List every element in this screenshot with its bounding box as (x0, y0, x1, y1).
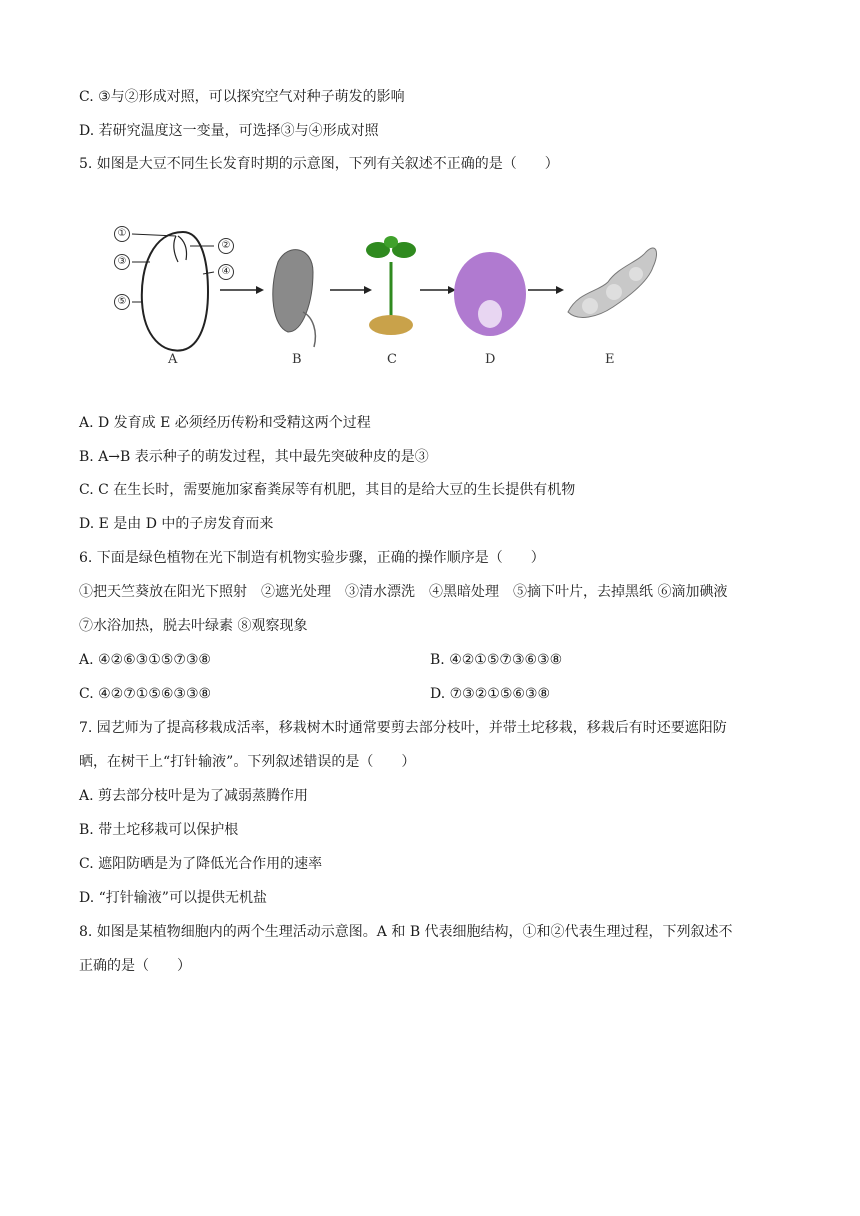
marker-3: ③ (114, 254, 130, 270)
stage-label-e: E (605, 352, 615, 367)
question-8-line1: 8. 如图是某植物细胞内的两个生理活动示意图。A 和 B 代表细胞结构，①和②代表生理过程，下列叙述不 (79, 924, 733, 940)
q7-option-c: C. 遮阳防晒是为了降低光合作用的速率 (79, 856, 323, 872)
q5-option-d: D. E 是由 D 中的子房发育而来 (79, 516, 274, 532)
q6-steps-1: ①把天竺葵放在阳光下照射 ②遮光处理 ③清水漂洗 ④黑暗处理 ⑤摘下叶片，去掉黑纸 ⑥滴加碘液 (79, 584, 728, 600)
stage-label-b: B (292, 352, 302, 367)
soybean-pod (568, 248, 657, 317)
q6-option-b: B. ④②①⑤⑦③⑥③⑧ (430, 652, 563, 668)
question-8-line2: 正确的是（ ） (79, 958, 191, 974)
germinating-seed (273, 250, 313, 332)
q7-option-a: A. 剪去部分枝叶是为了减弱蒸腾作用 (79, 788, 309, 804)
q6-option-d: D. ⑦③②①⑤⑥③⑧ (430, 686, 551, 702)
stage-label-a: A (168, 352, 178, 367)
q5-option-b: B. A→B 表示种子的萌发过程，其中最先突破种皮的是③ (79, 449, 429, 465)
question-5: 5. 如图是大豆不同生长发育时期的示意图，下列有关叙述不正确的是（ ） (79, 156, 559, 172)
option-c: C. ③与②形成对照，可以探究空气对种子萌发的影响 (79, 89, 405, 105)
q6-option-a: A. ④②⑥③①⑤⑦③⑧ (79, 652, 211, 668)
option-d: D. 若研究温度这一变量，可选择③与④形成对照 (79, 123, 379, 139)
marker-2: ② (218, 238, 234, 254)
question-7-line2: 晒，在树干上“打针输液”。下列叙述错误的是（ ） (79, 754, 416, 770)
stage-label-c: C (387, 352, 397, 367)
marker-5: ⑤ (114, 294, 130, 310)
seed-outline (142, 232, 208, 351)
q7-option-d: D. “打针输液”可以提供无机盐 (79, 890, 267, 906)
q6-steps-2: ⑦水浴加热，脱去叶绿素 ⑧观察现象 (79, 618, 308, 634)
seed-embryo (174, 236, 187, 262)
marker-1: ① (114, 226, 130, 242)
soybean-figure (108, 222, 668, 372)
question-6: 6. 下面是绿色植物在光下制造有机物实验步骤，正确的操作顺序是（ ） (79, 550, 545, 566)
question-7-line1: 7. 园艺师为了提高移栽成活率，移栽树木时通常要剪去部分枝叶，并带土坨移栽，移栽后有时还要遮阳防 (79, 720, 727, 736)
q6-option-c: C. ④②⑦①⑤⑥③③⑧ (79, 686, 212, 702)
marker-4: ④ (218, 264, 234, 280)
q5-option-c: C. C 在生长时，需要施加家畜粪尿等有机肥，其目的是给大豆的生长提供有机物 (79, 482, 576, 498)
q7-option-b: B. 带土坨移栽可以保护根 (79, 822, 239, 838)
stage-label-d: D (485, 352, 496, 367)
q5-option-a: A. D 发育成 E 必须经历传粉和受精这两个过程 (79, 415, 371, 431)
soybean-stages-svg (108, 222, 668, 372)
